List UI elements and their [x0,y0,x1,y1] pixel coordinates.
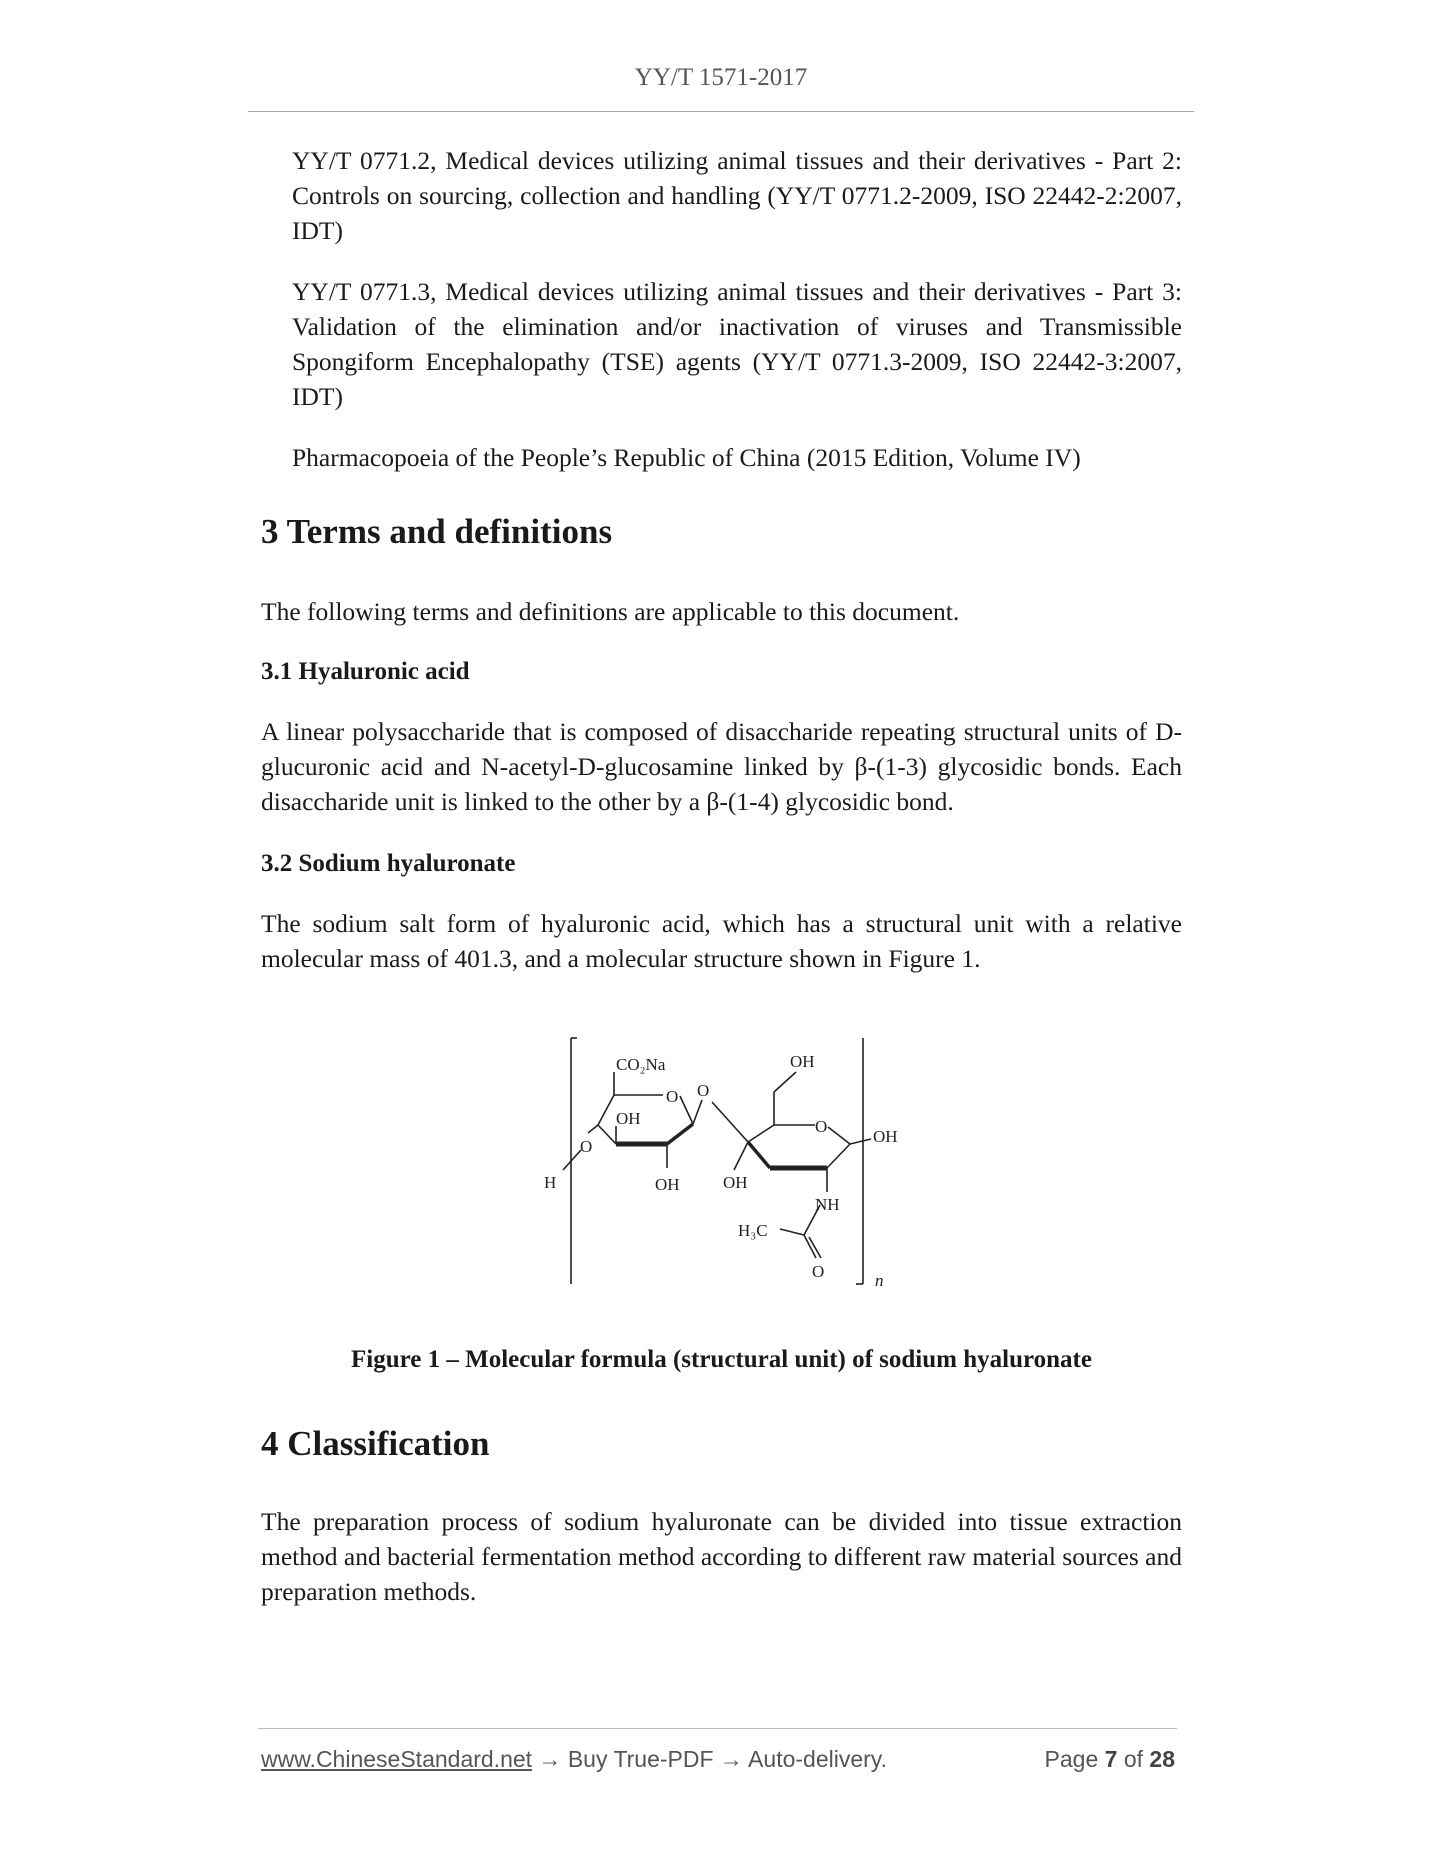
section-heading: 3 Terms and definitions [261,512,613,551]
section-text: The preparation process of sodium hyaluronate can be divided into tissue extraction method and bacterial fermentation method according to different raw material sources and preparation methods. [261,1507,1182,1606]
section-heading: 4 Classification [261,1424,490,1463]
term-heading: 3.2 Sodium hyaluronate [261,850,516,877]
figure-caption: Figure 1 – Molecular formula (structural unit) of sodium hyaluronate [351,1346,1092,1373]
header-divider [248,111,1194,112]
term-definition: A linear polysaccharide that is composed of disaccharide repeating structural units of D-glucuronic acid and N-acetyl-D-glucosamine linked by β-(1-3) glycosidic bonds. Each disaccharide unit is linked to the other by a β-(1-4) glycosidic bond. [261,717,1182,816]
label-oh-ring1: OH [616,1109,641,1128]
page-footer [261,1746,1177,1773]
glucosamine-ring [712,1072,871,1258]
label-oh-top: OH [790,1052,815,1071]
reference-item: YY/T 0771.2, Medical devices utilizing animal tissues and their derivatives - Part 2: Controls on sourcing, collection and handling (YY/T 0771.2-2009, ISO 22442-2:2007, IDT) [292,146,1182,245]
label-h: H [544,1173,557,1192]
label-h3c: H₃C [738,1221,768,1240]
label-repeat-n: n [875,1271,884,1290]
label-oh-right: OH [873,1127,898,1146]
total-pages: 28 [1149,1746,1175,1772]
label-o-left: O [580,1137,593,1156]
section-intro: The following terms and definitions are applicable to this document. [261,597,960,626]
current-page: 7 [1104,1746,1118,1772]
label-o-link: O [697,1081,710,1100]
term-definition: The sodium salt form of hyaluronic acid, which has a structural unit with a relative molecular mass of 401.3, and a molecular structure shown in Figure 1. [261,909,1182,973]
label-oh-bottom1: OH [655,1175,680,1194]
reference-item: Pharmacopoeia of the People’s Republic of China (2015 Edition, Volume IV) [292,443,1081,472]
page-header-doc-id: YY/T 1571-2017 [634,64,808,91]
footer-divider [258,1728,1177,1729]
reference-item: YY/T 0771.3, Medical devices utilizing animal tissues and their derivatives - Part 3: Validation of the elimination and/or inactivation of viruses and Transmissible Spongiform Encephalopathy (TSE) agents (YY/T 0771.3-2009, ISO 22442-3:2007, IDT) [292,277,1182,411]
sodium-hyaluronate-structure-figure [530,1030,910,1292]
label-o-ring1: O [666,1087,679,1106]
page-indicator: Page 7 of 28 [1044,1746,1175,1772]
label-o-ring2: O [815,1117,828,1136]
label-nh: NH [815,1195,840,1214]
label-oh-bottom2: OH [723,1173,748,1192]
label-o-carbonyl: O [812,1262,825,1281]
term-heading: 3.1 Hyaluronic acid [261,658,470,685]
footer-promo: → Buy True-PDF → Auto-delivery. [532,1746,887,1772]
site-link[interactable]: www.ChineseStandard.net [261,1746,533,1772]
label-co2na: CO₂Na [616,1055,666,1074]
